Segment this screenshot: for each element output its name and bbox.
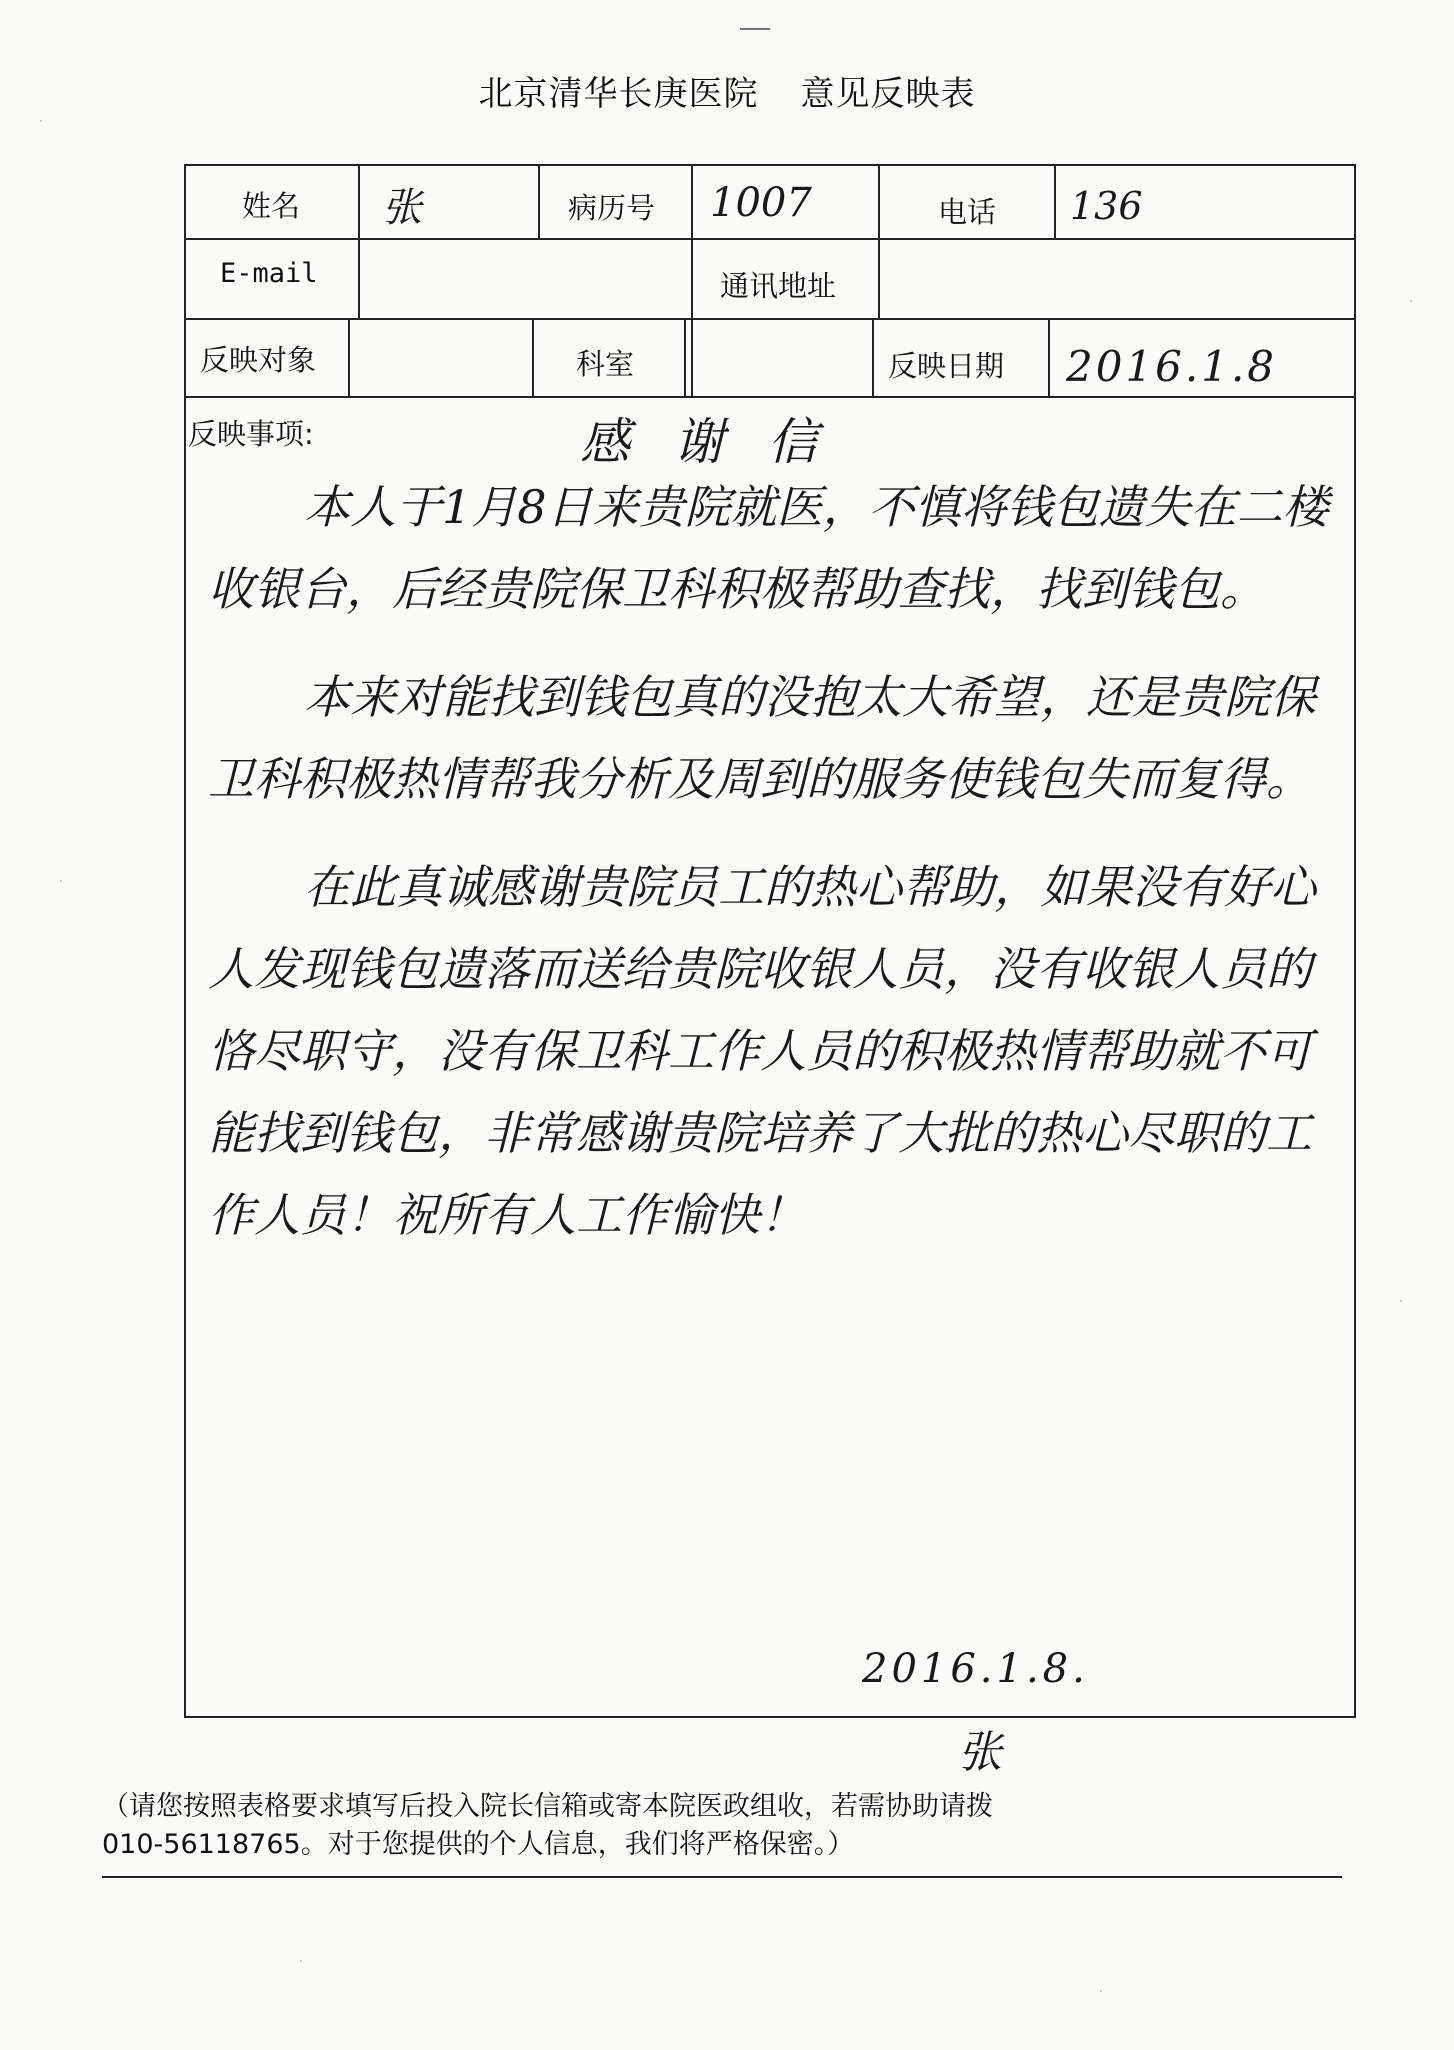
row-divider <box>186 396 1354 398</box>
email-label: E-mail <box>220 258 318 289</box>
date-label: 反映日期 <box>888 349 1005 383</box>
scan-speck <box>60 880 62 882</box>
notice <box>102 1788 1342 1878</box>
name-label: 姓名 <box>242 189 301 223</box>
notice-line-2: 010-56118765。对于您提供的个人信息，我们将严格保密。） <box>102 1829 855 1860</box>
page-title <box>0 66 1454 115</box>
scan-speck <box>1100 1990 1102 1992</box>
letter-heading: 感 谢 信 <box>580 413 832 471</box>
name-value: 张 <box>382 185 422 231</box>
record-value: 1007 <box>710 180 812 226</box>
col-divider <box>532 318 534 396</box>
signature: 张 <box>958 1727 1002 1778</box>
col-divider <box>348 318 350 396</box>
scan-speck <box>40 120 42 122</box>
col-divider <box>878 238 880 318</box>
col-divider <box>691 166 693 396</box>
letter-paragraph-2: 本来对能找到钱包真的没抱太大希望，还是贵院保卫科积极热情帮我分析及周到的服务使钱包失而复得。 <box>208 670 1316 806</box>
col-divider <box>538 166 540 238</box>
col-divider <box>684 318 686 396</box>
form-title: 意见反映表 <box>800 74 976 114</box>
target-label: 反映对象 <box>200 343 317 377</box>
address-label: 通讯地址 <box>720 269 837 303</box>
col-divider <box>358 166 360 318</box>
phone-label: 电话 <box>938 195 997 229</box>
letter-paragraph-3: 在此真诚感谢贵院员工的热心帮助，如果没有好心人发现钱包遗落而送给贵院收银人员，没有收银人员的恪尽职守，没有保卫科工作人员的积极热情帮助就不可能找到钱包，非常感谢贵院培养了大批的热心尽职的工作人员！祝所有人工作愉快！ <box>208 860 1316 1242</box>
hospital-name: 北京清华长庚医院 <box>478 74 759 114</box>
col-divider <box>872 318 874 396</box>
scan-speck <box>300 1960 302 1962</box>
row-divider <box>186 238 1354 240</box>
feedback-form <box>184 164 1356 1718</box>
sign-date: 2016.1.8. <box>862 1646 1089 1692</box>
notice-line-1: （请您按照表格要求填写后投入院长信箱或寄本院医政组收，若需协助请拨 <box>102 1791 993 1822</box>
phone-value: 136 <box>1070 184 1143 228</box>
scan-speck <box>1410 300 1412 302</box>
matter-label: 反映事项: <box>188 417 314 451</box>
scan-speck <box>1400 1300 1402 1302</box>
letter-paragraph-1: 本人于1月8日来贵院就医，不慎将钱包遗失在二楼收银台，后经贵院保卫科积极帮助查找，找到钱包。 <box>208 480 1329 616</box>
col-divider <box>1048 318 1050 396</box>
dept-label: 科室 <box>576 347 635 381</box>
letter-body <box>208 466 1338 1256</box>
date-value: 2016.1.8 <box>1066 342 1278 391</box>
col-divider <box>1054 166 1056 238</box>
row-divider <box>186 318 1354 320</box>
col-divider <box>878 166 880 238</box>
record-label: 病历号 <box>568 191 656 225</box>
scan-mark <box>740 28 770 30</box>
